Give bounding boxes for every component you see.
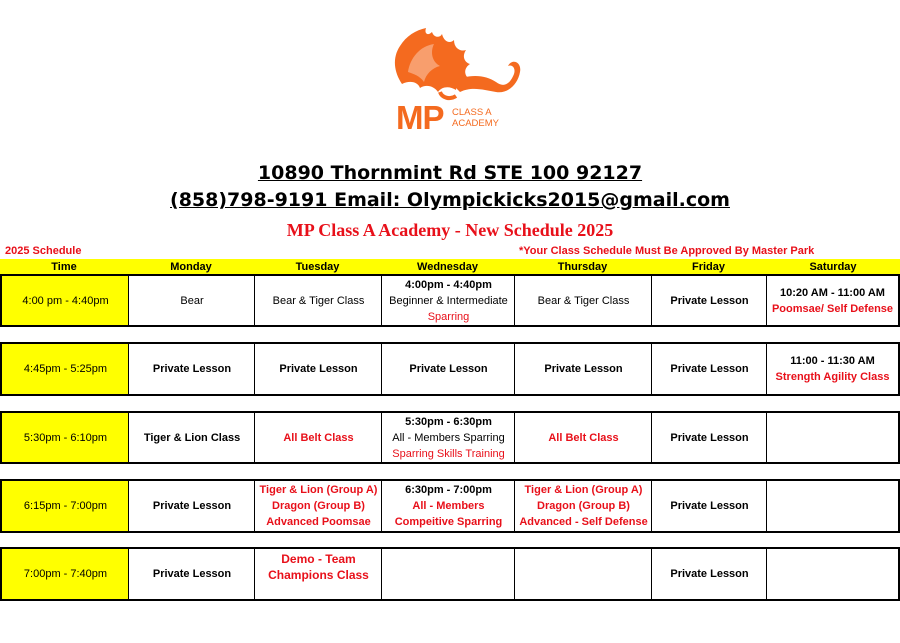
class-cell bbox=[254, 547, 382, 601]
class-cell bbox=[766, 274, 900, 327]
table-row bbox=[0, 274, 900, 327]
class-text: Advanced - Self Defense bbox=[519, 516, 648, 528]
time-text: 7:00pm - 7:40pm bbox=[23, 568, 108, 580]
class-cell bbox=[514, 411, 652, 464]
class-text: Private Lesson bbox=[152, 500, 232, 512]
class-text: Private Lesson bbox=[670, 363, 749, 375]
class-text: Bear bbox=[180, 294, 204, 307]
class-cell bbox=[128, 342, 255, 396]
class-cell bbox=[651, 411, 767, 464]
time-text: 4:45pm - 5:25pm bbox=[23, 363, 108, 375]
class-text: Private Lesson bbox=[544, 363, 623, 375]
table-row bbox=[0, 547, 900, 601]
class-text: Private Lesson bbox=[409, 363, 488, 375]
header-monday: Monday bbox=[170, 261, 212, 273]
time-text: 4:00 pm - 4:40pm bbox=[22, 294, 109, 307]
class-text: Dragon (Group B) bbox=[537, 500, 630, 512]
header-friday: Friday bbox=[691, 261, 725, 273]
class-text: All Belt Class bbox=[283, 431, 354, 444]
header-saturday: Saturday bbox=[809, 261, 857, 273]
class-cell bbox=[381, 274, 515, 327]
class-text: Private Lesson bbox=[670, 431, 749, 444]
page-title: MP Class A Academy - New Schedule 2025 bbox=[286, 220, 614, 240]
class-cell bbox=[514, 479, 652, 533]
time-cell bbox=[0, 547, 129, 601]
class-text: Bear & Tiger Class bbox=[272, 294, 365, 307]
class-cell bbox=[381, 411, 515, 464]
class-subtext: Poomsae/ Self Defense bbox=[771, 302, 894, 315]
header-tuesday: Tuesday bbox=[295, 261, 340, 273]
class-cell bbox=[254, 411, 382, 464]
class-time-text: 6:30pm - 7:00pm bbox=[405, 484, 492, 496]
header-thursday: Thursday bbox=[557, 261, 608, 273]
class-cell bbox=[651, 547, 767, 601]
time-cell bbox=[0, 479, 129, 533]
time-text: 5:30pm - 6:10pm bbox=[23, 431, 108, 444]
class-cell bbox=[766, 479, 900, 533]
class-cell bbox=[766, 411, 900, 464]
class-text: Dragon (Group B) bbox=[272, 500, 365, 512]
time-cell bbox=[0, 411, 129, 464]
class-time-text: 5:30pm - 6:30pm bbox=[405, 415, 492, 428]
table-row bbox=[0, 411, 900, 464]
class-cell bbox=[766, 342, 900, 396]
class-text: All Belt Class bbox=[548, 431, 619, 444]
class-text: Private Lesson bbox=[670, 568, 749, 580]
time-text: 6:15pm - 7:00pm bbox=[23, 500, 108, 512]
class-text: Private Lesson bbox=[152, 568, 232, 580]
class-cell bbox=[651, 274, 767, 327]
class-text: Beginner & Intermediate bbox=[389, 294, 508, 307]
class-time-text: 10:20 AM - 11:00 AM bbox=[780, 286, 885, 299]
class-text: Tiger & Lion (Group A) bbox=[259, 484, 378, 496]
class-subtext: Compeitive Sparring bbox=[394, 516, 503, 528]
class-subtext: Strength Agility Class bbox=[775, 371, 890, 383]
class-cell bbox=[381, 547, 515, 601]
class-cell bbox=[651, 342, 767, 396]
header-time: Time bbox=[51, 261, 77, 273]
academy-logo bbox=[380, 22, 525, 140]
class-subtext: Sparring bbox=[427, 310, 470, 323]
class-text: All - Members Sparring bbox=[392, 431, 505, 444]
class-cell bbox=[254, 479, 382, 533]
class-text: Bear & Tiger Class bbox=[537, 294, 630, 307]
class-cell bbox=[128, 274, 255, 327]
class-text: Private Lesson bbox=[670, 294, 749, 307]
class-cell bbox=[766, 547, 900, 601]
class-cell bbox=[514, 547, 652, 601]
header-wednesday: Wednesday bbox=[417, 261, 478, 273]
approval-note: *Your Class Schedule Must Be Approved By Master Park bbox=[519, 245, 815, 257]
time-cell bbox=[0, 342, 129, 396]
class-cell bbox=[651, 479, 767, 533]
logo-class-text: CLASS A bbox=[452, 107, 492, 118]
class-text: All - Members bbox=[412, 500, 485, 512]
class-time-text: 11:00 - 11:30 AM bbox=[790, 355, 875, 367]
class-cell bbox=[128, 547, 255, 601]
schedule-header bbox=[0, 259, 900, 275]
address: 10890 Thornmint Rd STE 100 92127 bbox=[257, 162, 643, 184]
table-row bbox=[0, 479, 900, 533]
class-cell bbox=[381, 342, 515, 396]
class-text: Tiger & Lion (Group A) bbox=[524, 484, 643, 496]
class-text: Advanced Poomsae bbox=[266, 516, 371, 528]
class-cell bbox=[514, 342, 652, 396]
time-cell bbox=[0, 274, 129, 327]
class-text: Demo - Team bbox=[281, 552, 356, 566]
logo-mp-text: MP bbox=[396, 99, 444, 136]
schedule-year-label: 2025 Schedule bbox=[5, 245, 82, 257]
class-cell bbox=[128, 479, 255, 533]
class-cell bbox=[128, 411, 255, 464]
class-text: Private Lesson bbox=[670, 500, 749, 512]
class-subtext: Sparring Skills Training bbox=[392, 447, 505, 460]
logo-academy-text: ACADEMY bbox=[452, 118, 499, 129]
class-cell bbox=[254, 342, 382, 396]
class-text: Champions Class bbox=[268, 568, 369, 582]
class-text: Tiger & Lion Class bbox=[143, 431, 241, 444]
class-time-text: 4:00pm - 4:40pm bbox=[405, 278, 492, 291]
class-cell bbox=[254, 274, 382, 327]
table-row bbox=[0, 342, 900, 396]
contact-info[interactable]: (858)798-9191 Email: Olympickicks2015@gmail.com bbox=[170, 189, 730, 211]
class-text: Private Lesson bbox=[152, 363, 232, 375]
class-cell bbox=[381, 479, 515, 533]
class-cell bbox=[514, 274, 652, 327]
class-text: Private Lesson bbox=[279, 363, 358, 375]
